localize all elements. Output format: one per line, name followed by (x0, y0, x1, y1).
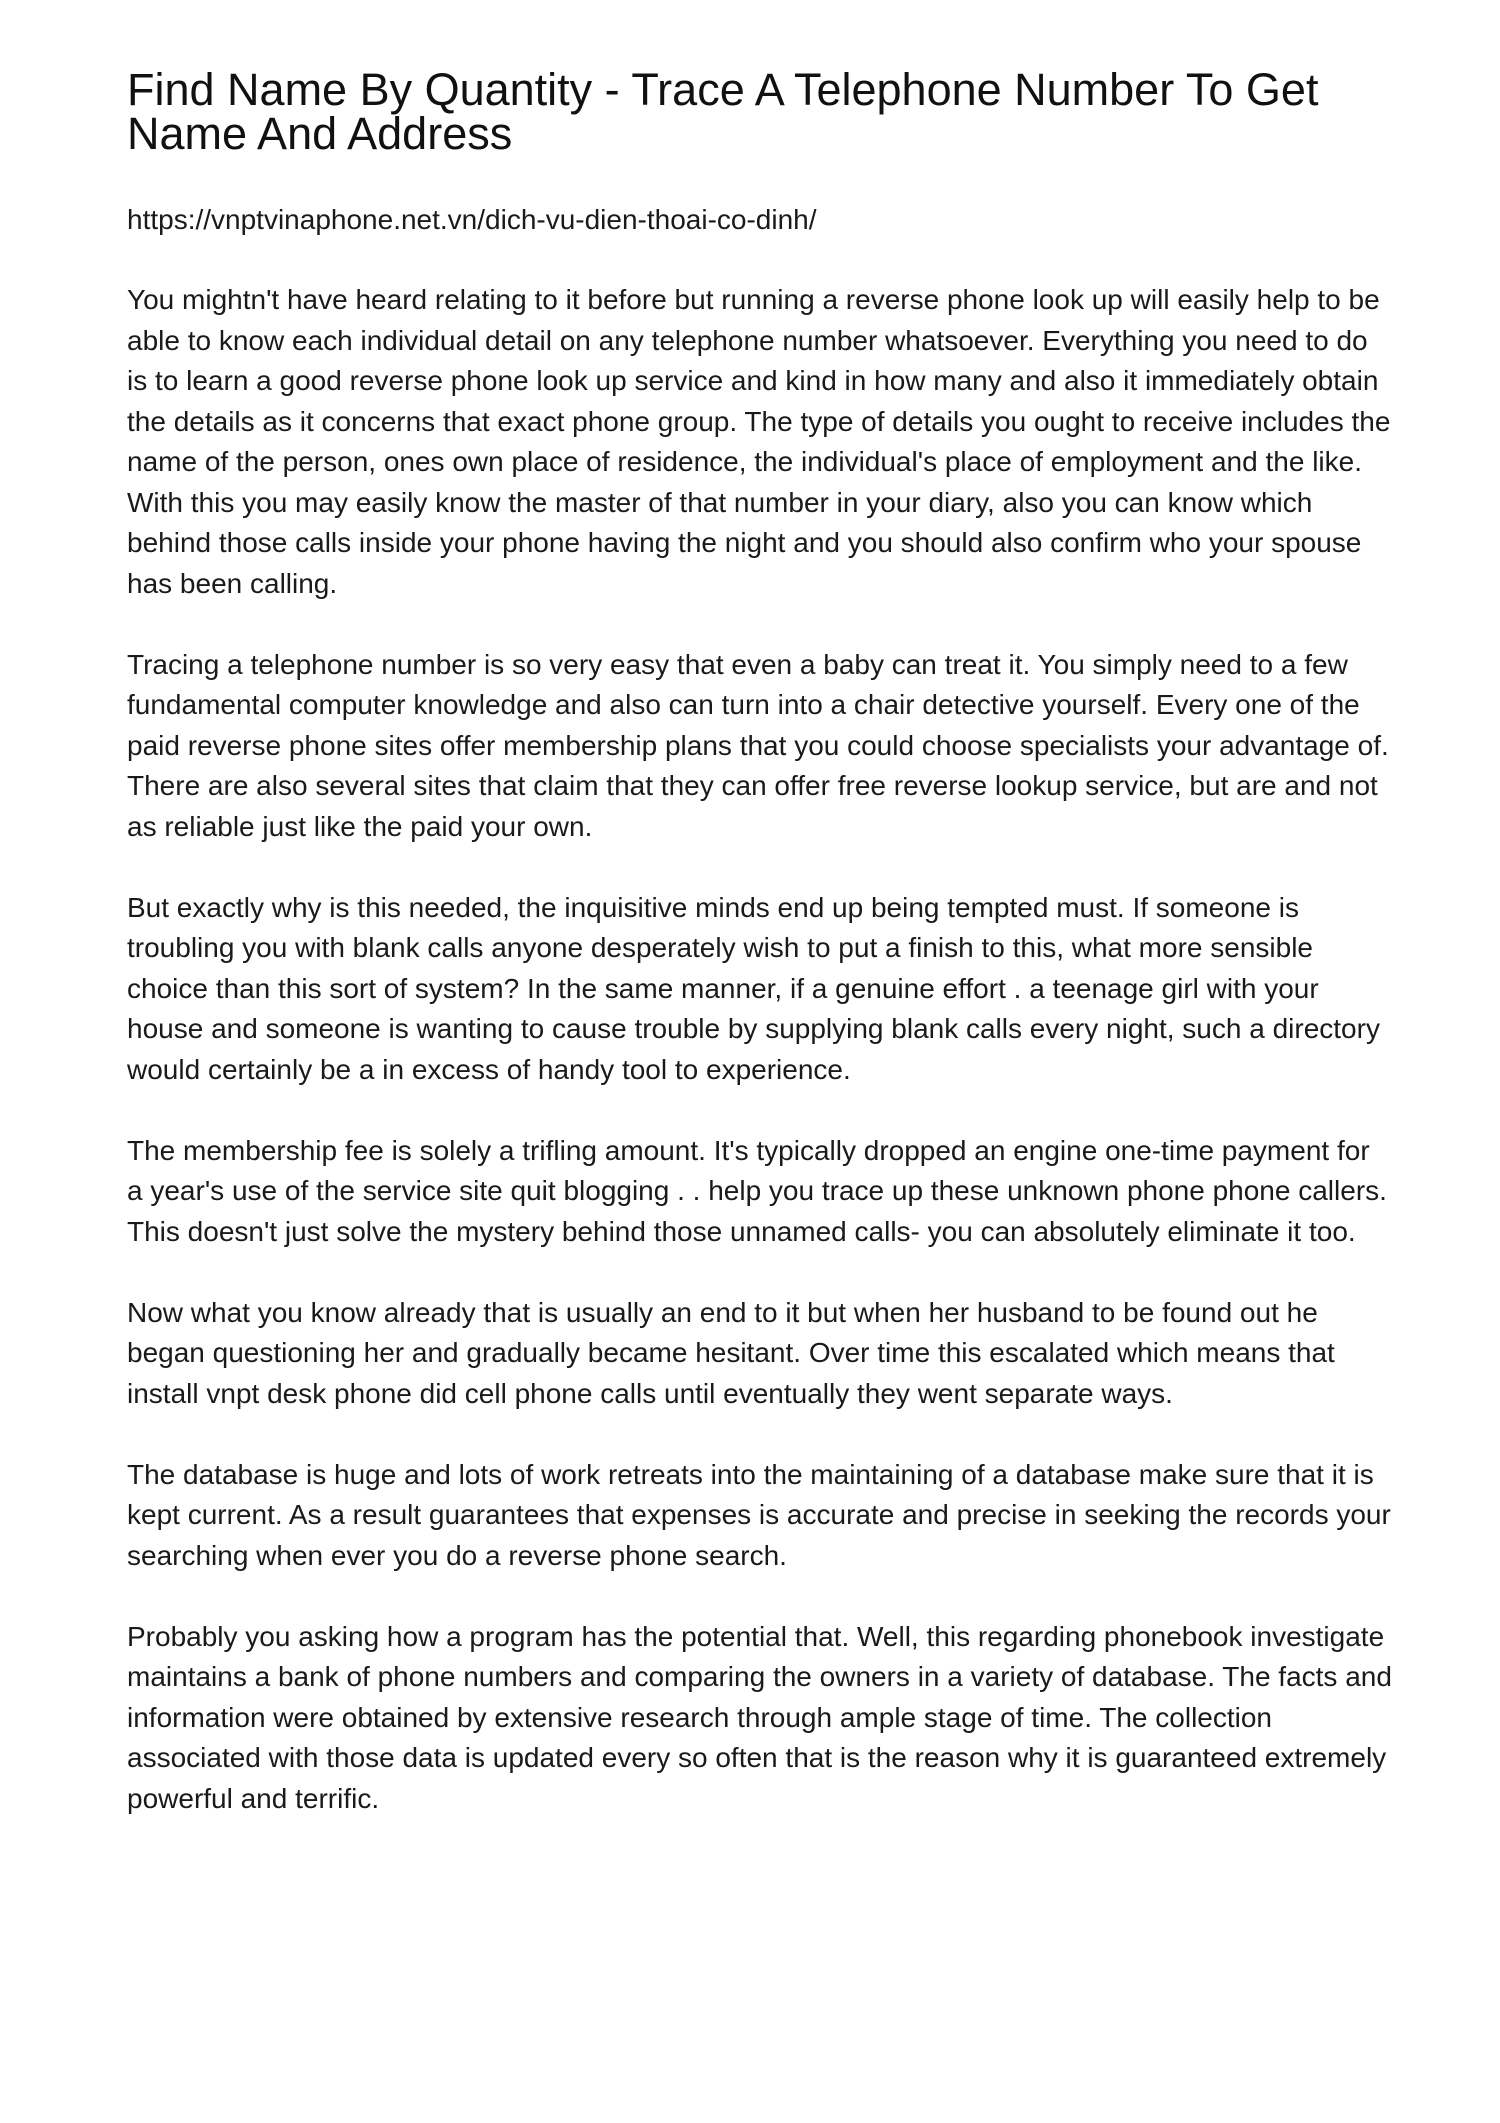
paragraph-7: Probably you asking how a program has the potential that. Well, this regarding phonebook investigate maintains a bank of phone numbers and comparing the owners in a variety of database. The facts and information were obtained by extensive research through ample stage of time. The collection associated with those data is updated every so often that is the reason why it is guaranteed extremely powerful and terrific. (127, 1620, 1392, 1814)
paragraph-2: Tracing a telephone number is so very easy that even a baby can treat it. You simply need to a few fundamental computer knowledge and also can turn into a chair detective yourself. Every one of the paid reverse phone sites offer membership plans that you could choose specialists your advantage of. There are also several sites that claim that they can offer free reverse lookup service, but are and not as reliable just like the paid your own. (127, 648, 1389, 842)
paragraph-6: The database is huge and lots of work retreats into the maintaining of a database make sure that it is kept current. As a result guarantees that expenses is accurate and precise in seeking the records your searching when ever you do a reverse phone search. (127, 1458, 1391, 1571)
source-url: https://vnptvinaphone.net.vn/dich-vu-dien-thoai-co-dinh/ (127, 204, 817, 235)
paragraph-4: The membership fee is solely a trifling amount. It's typically dropped an engine one-time payment for a year's use of the service site quit blogging . . help you trace up these unknown phone phone callers. This doesn't just solve the mystery behind those unnamed calls- you can absolutely eliminate it too. (127, 1134, 1387, 1247)
paragraph-5: Now what you know already that is usually an end to it but when her husband to be found out he began questioning her and gradually became hesitant. Over time this escalated which means that install vnpt desk phone did cell phone calls until eventually they went separate ways. (127, 1296, 1335, 1409)
paragraph-1: You mightn't have heard relating to it before but running a reverse phone look up will easily help to be able to know each individual detail on any telephone number whatsoever. Everything you need to do is to learn a good reverse phone look up service and kind in how many and also it immediately obtain the details as it concerns that exact phone group. The type of details you ought to receive includes the name of the person, ones own place of residence, the individual's place of employment and the like. With this you may easily know the master of that number in your diary, also you can know which behind those calls inside your phone having the night and you should also confirm who your spouse has been calling. (127, 284, 1391, 599)
document-title: Find Name By Quantity - Trace A Telephone Number To Get Name And Address (127, 64, 1319, 159)
paragraph-3: But exactly why is this needed, the inquisitive minds end up being tempted must. If someone is troubling you with blank calls anyone desperately wish to put a finish to this, what more sensible choice than this sort of system? In the same manner, if a genuine effort . a teenage girl with your house and someone is wanting to cause trouble by supplying blank calls every night, such a directory would certainly be a in excess of handy tool to experience. (127, 891, 1380, 1085)
document-page (127, 64, 1392, 1860)
